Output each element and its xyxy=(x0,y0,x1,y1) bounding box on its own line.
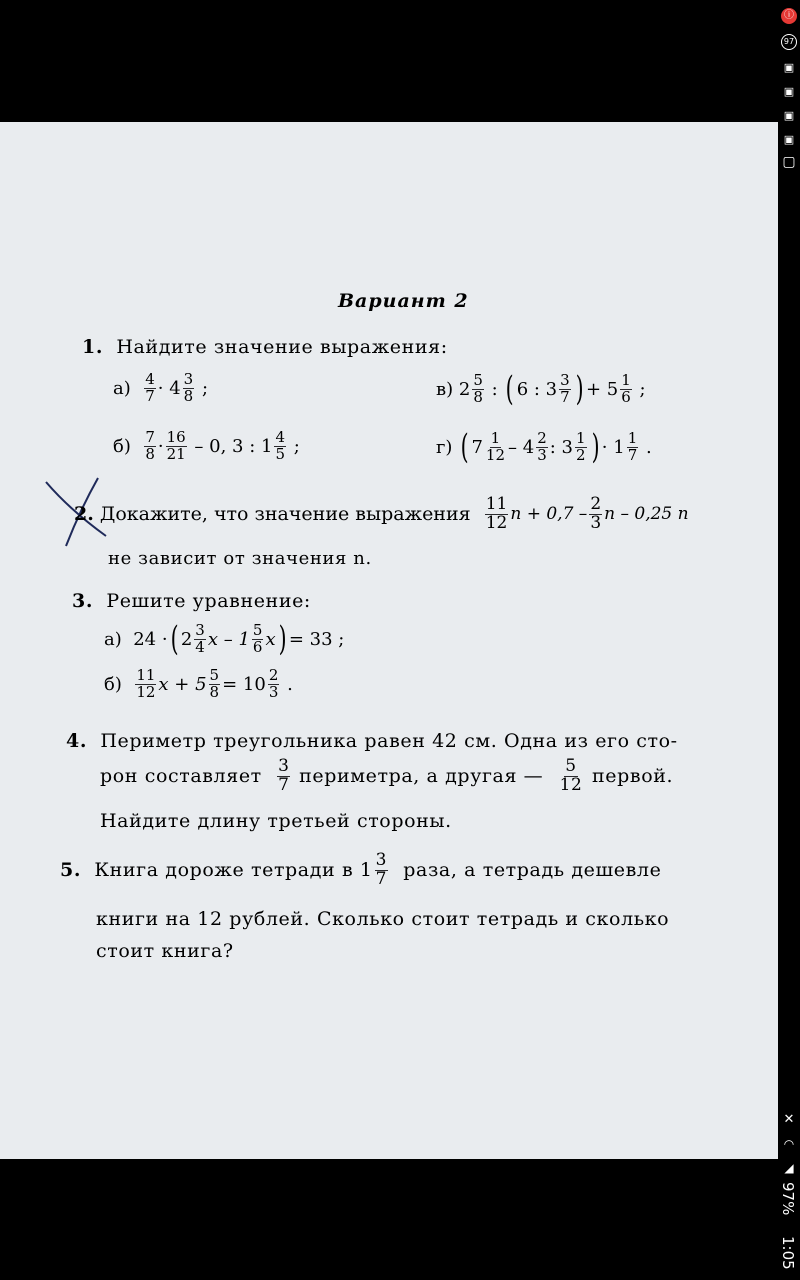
fraction: $\frac{1}{2}$ xyxy=(575,428,586,464)
task1-a: а) $\frac{4}{7}$ · 4 $\frac{3}{8}$ ; xyxy=(113,370,209,405)
clock: 1:05 xyxy=(779,1236,797,1270)
task2-line1: 2. Докажите, что значение выражения $\frac{11}{12}$ n + 0,7 – $\frac{2}{3}$ n – 0,25 n xyxy=(74,494,689,533)
fraction: $\frac{1}{12}$ xyxy=(485,428,505,464)
app-notification-icon: ▣ xyxy=(783,61,795,74)
task5-line3: стоит книга? xyxy=(96,940,234,962)
message-icon: ▢ xyxy=(782,154,796,170)
status-bar xyxy=(778,0,800,1280)
fraction: $\frac{11}{12}$ xyxy=(485,494,508,533)
fraction: $\frac{1}{7}$ xyxy=(627,428,638,464)
fraction: $\frac{3}{7}$ xyxy=(375,850,387,889)
task2-line2: не зависит от значения n. xyxy=(108,548,372,569)
task5-number: 5. xyxy=(60,859,82,882)
variant-title: Вариант 2 xyxy=(338,290,469,312)
fraction: $\frac{4}{7}$ xyxy=(145,370,155,405)
fraction: $\frac{5}{8}$ xyxy=(209,666,220,701)
wifi-icon: ◠ xyxy=(783,1137,795,1151)
fraction: $\frac{4}{5}$ xyxy=(275,428,285,463)
fraction: $\frac{7}{8}$ xyxy=(145,428,155,463)
task4-number: 4. xyxy=(66,730,88,752)
notification-icon: ⓘ xyxy=(781,8,797,24)
task3-heading xyxy=(72,590,311,612)
fraction: $\frac{16}{21}$ xyxy=(166,428,186,463)
mute-icon: ✕ xyxy=(783,1112,795,1127)
task3-b: б) $\frac{11}{12}$ x + 5 $\frac{5}{8}$ = 10 $\frac{2}{3}$ . xyxy=(104,666,293,701)
fraction: $\frac{11}{12}$ xyxy=(136,666,156,701)
notification-count-badge: 97 xyxy=(781,34,797,50)
fraction: $\frac{3}{8}$ xyxy=(183,370,194,405)
task4-line2: рон составляет $\frac{3}{7}$ периметра, а другая — $\frac{5}{12}$ первой. xyxy=(100,756,674,795)
task5-line1: 5. Книга дороже тетради в 1 $\frac{3}{7}$ раза, а тетрадь дешевле xyxy=(60,850,662,889)
task3-number: 3. xyxy=(72,590,94,612)
task5-line2: книги на 12 рублей. Сколько стоит тетрадь и сколько xyxy=(96,908,670,930)
fraction: $\frac{5}{6}$ xyxy=(252,620,263,656)
task1-b: б) $\frac{7}{8}$ · $\frac{16}{21}$ – 0, 3 : 1 $\frac{4}{5}$ ; xyxy=(113,428,300,463)
task4-line1: 4. Периметр треугольника равен 42 см. Одна из его сто- xyxy=(66,730,678,752)
fraction: $\frac{2}{3}$ xyxy=(268,666,279,701)
battery-level: 97% xyxy=(779,1182,797,1216)
task1-text: Найдите значение выражения: xyxy=(116,336,448,358)
task4-line3: Найдите длину третьей стороны. xyxy=(100,810,452,832)
task3-a: а) 24 · ( 2 $\frac{3}{4}$ x – 1 $\frac{5}{6}$ x ) = 33 ; xyxy=(104,619,345,659)
fraction: $\frac{3}{4}$ xyxy=(195,620,205,656)
fraction: $\frac{3}{7}$ xyxy=(278,756,290,795)
fraction: $\frac{1}{6}$ xyxy=(621,370,631,406)
fraction: $\frac{5}{8}$ xyxy=(473,370,483,406)
task1-g: г) ( 7 $\frac{1}{12}$ – 4 $\frac{2}{3}$ : 3 $\frac{1}{2}$ ) · 1 $\frac{1}{7}$ . xyxy=(436,427,652,467)
fraction: $\frac{3}{7}$ xyxy=(560,370,570,406)
app-notification-icon: ▣ xyxy=(783,133,795,146)
task2-number: 2. xyxy=(74,503,94,526)
fraction: $\frac{5}{12}$ xyxy=(559,756,583,795)
fraction: $\frac{2}{3}$ xyxy=(590,494,602,533)
app-notification-icon: ▣ xyxy=(783,85,795,98)
fraction: $\frac{2}{3}$ xyxy=(537,428,547,464)
task2-text: Докажите, что значение выражения xyxy=(99,503,471,526)
signal-icon: ◢ xyxy=(784,1161,794,1175)
task1-number: 1. xyxy=(82,336,104,358)
task1-heading xyxy=(82,336,448,358)
task3-text: Решите уравнение: xyxy=(106,590,311,612)
app-notification-icon: ▣ xyxy=(783,109,795,122)
task1-v: в) 2 $\frac{5}{8}$ : ( 6 : 3 $\frac{3}{7}$ ) + 5 $\frac{1}{6}$ ; xyxy=(436,369,646,409)
